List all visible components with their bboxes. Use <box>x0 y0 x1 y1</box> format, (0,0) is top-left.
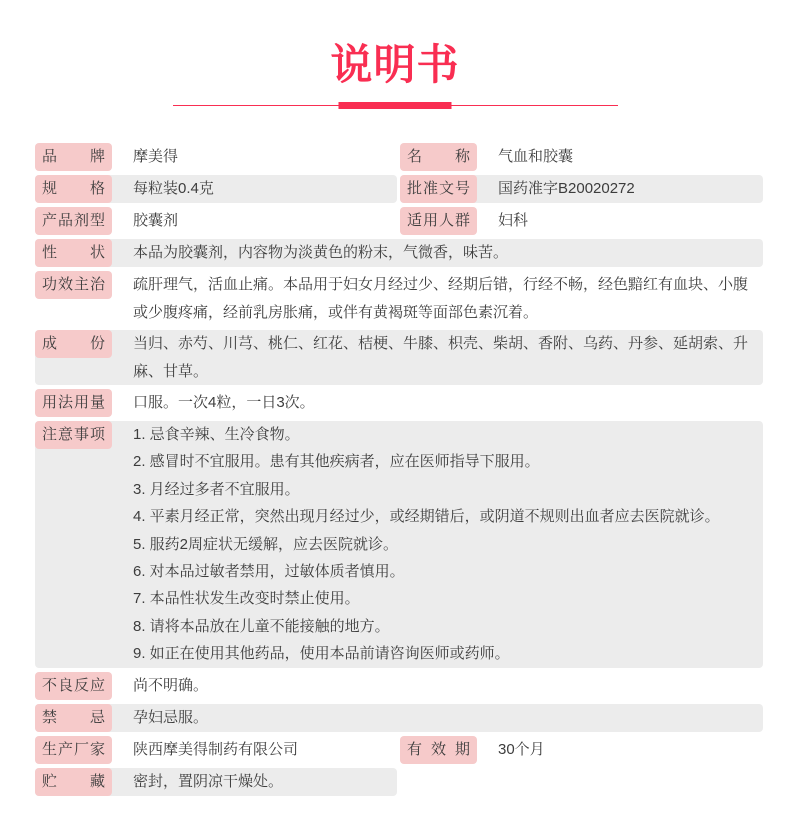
precautions-cell <box>35 421 763 668</box>
header <box>0 0 790 109</box>
ingredients-cell <box>35 330 763 385</box>
target-group-cell <box>400 207 763 235</box>
contraindications-cell <box>35 704 763 732</box>
spec-label: 规格 <box>35 175 112 203</box>
approval-label: 批准文号 <box>400 175 477 203</box>
row-adverse-reactions <box>35 672 763 700</box>
manufacturer-cell <box>35 736 397 764</box>
adverse-reactions-label: 不良反应 <box>35 672 112 700</box>
approval-cell <box>400 175 763 203</box>
page-title: 说明书 <box>330 40 460 89</box>
precaution-item: 5. 服药2周症状无缓解，应去医院就诊。 <box>133 535 399 553</box>
ingredients-value: 当归、赤芍、川芎、桃仁、红花、桔梗、牛膝、枳壳、柴胡、香附、乌药、丹参、延胡索、升麻、甘草。 <box>133 335 749 380</box>
manufacturer-value: 陕西摩美得制药有限公司 <box>133 740 299 758</box>
name-cell <box>400 143 763 171</box>
dosage-form-label: 产品剂型 <box>35 207 112 235</box>
validity-label: 有效期 <box>400 736 477 764</box>
properties-label: 性状 <box>35 239 112 267</box>
ingredients-label: 成份 <box>35 330 112 358</box>
indications-value: 疏肝理气，活血止痛。本品用于妇女月经过少、经期后错，行经不畅，经色黯红有血块、小腹或少腹疼痛，经前乳房胀痛，或伴有黄褐斑等面部色素沉着。 <box>133 276 749 321</box>
row-brand-name <box>35 143 763 171</box>
row-storage <box>35 768 763 796</box>
row-contraindications <box>35 704 763 732</box>
row-manufacturer-validity <box>35 736 763 764</box>
contraindications-label: 禁忌 <box>35 704 112 732</box>
adverse-reactions-value: 尚不明确。 <box>133 676 209 694</box>
properties-value: 本品为胶囊剂，内容物为淡黄色的粉末，气微香，味苦。 <box>133 244 509 261</box>
storage-value: 密封，置阴凉干燥处。 <box>133 772 284 790</box>
brand-value: 摩美得 <box>133 148 179 165</box>
precaution-item: 1. 忌食辛辣、生冷食物。 <box>133 426 300 443</box>
row-usage <box>35 389 763 417</box>
precaution-item: 8. 请将本品放在儿童不能接触的地方。 <box>133 617 390 635</box>
manufacturer-label: 生产厂家 <box>35 736 112 764</box>
row-properties <box>35 239 763 267</box>
row-ingredients <box>35 330 763 385</box>
spec-cell <box>35 175 397 203</box>
usage-value: 口服。一次4粒，一日3次。 <box>133 394 315 411</box>
target-group-label: 适用人群 <box>400 207 477 235</box>
spec-sheet <box>35 143 763 796</box>
storage-label: 贮藏 <box>35 768 112 796</box>
precautions-list <box>133 421 763 668</box>
precaution-item: 4. 平素月经正常，突然出现月经过少，或经期错后，或阴道不规则出血者应去医院就诊。 <box>133 508 720 526</box>
storage-cell <box>35 768 397 796</box>
usage-cell <box>35 389 763 417</box>
validity-cell <box>400 736 763 764</box>
divider-bar <box>339 102 452 109</box>
indications-label: 功效主治 <box>35 271 112 299</box>
indications-cell <box>35 271 763 326</box>
precaution-item: 6. 对本品过敏者禁用，过敏体质者慎用。 <box>133 563 405 581</box>
precaution-item: 9. 如正在使用其他药品，使用本品前请咨询医师或药师。 <box>133 645 510 663</box>
row-indications <box>35 271 763 326</box>
precaution-item: 7. 本品性状发生改变时禁止使用。 <box>133 590 360 608</box>
precautions-label: 注意事项 <box>35 421 112 449</box>
usage-label: 用法用量 <box>35 389 112 417</box>
approval-value: 国药准字B20020272 <box>498 180 635 197</box>
row-spec-approval <box>35 175 763 203</box>
validity-value: 30个月 <box>498 740 545 758</box>
target-group-value: 妇科 <box>498 212 529 229</box>
name-value: 气血和胶囊 <box>498 148 574 165</box>
row-form-group <box>35 207 763 235</box>
adverse-reactions-cell <box>35 672 763 700</box>
precaution-item: 3. 月经过多者不宜服用。 <box>133 480 300 498</box>
dosage-form-value: 胶囊剂 <box>133 212 179 229</box>
name-label: 名称 <box>400 143 477 171</box>
brand-cell <box>35 143 397 171</box>
contraindications-value: 孕妇忌服。 <box>133 708 209 726</box>
properties-cell <box>35 239 763 267</box>
brand-label: 品牌 <box>35 143 112 171</box>
title-divider <box>173 102 618 109</box>
spec-value: 每粒装0.4克 <box>133 180 214 197</box>
dosage-form-cell <box>35 207 397 235</box>
row-precautions <box>35 421 763 668</box>
precaution-item: 2. 感冒时不宜服用。患有其他疾病者，应在医师指导下服用。 <box>133 453 540 471</box>
